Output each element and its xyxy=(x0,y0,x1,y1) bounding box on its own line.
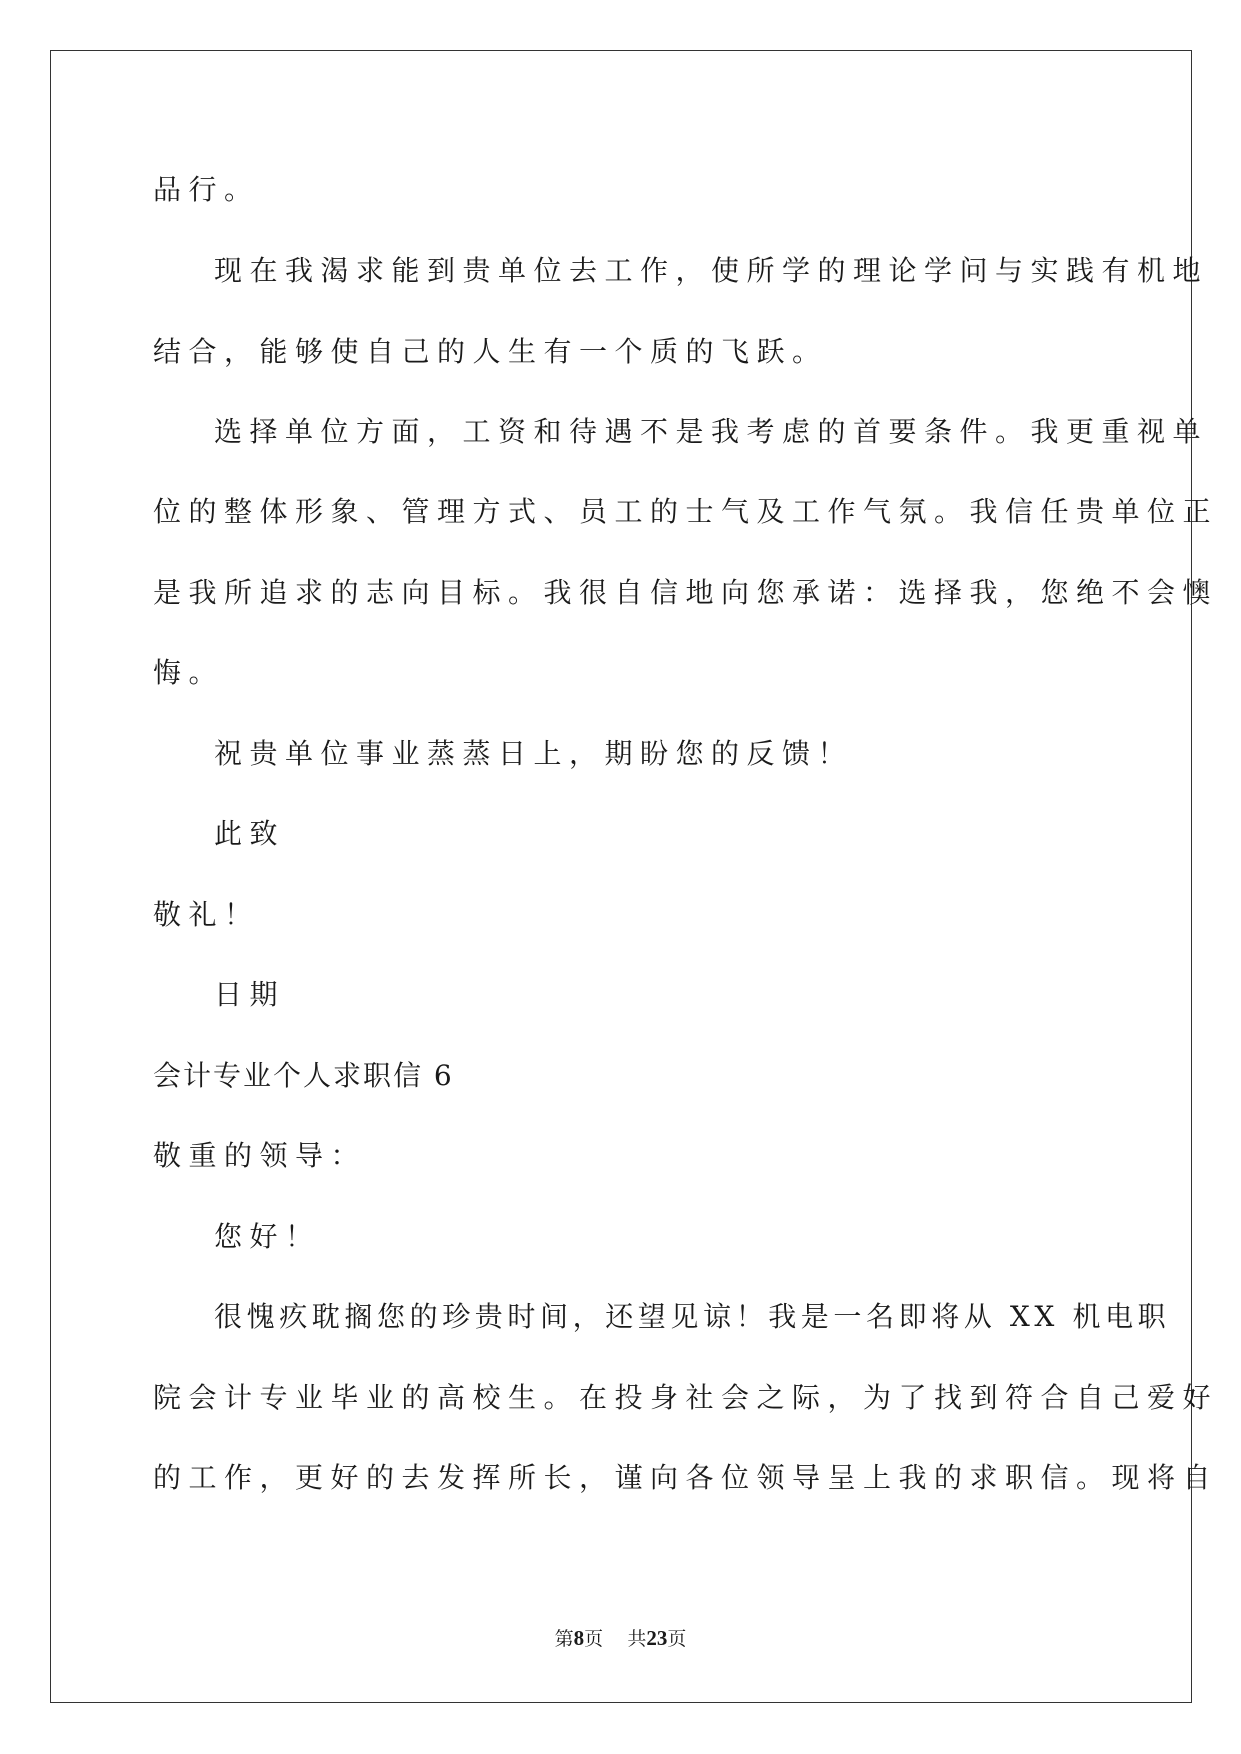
footer-total-prefix: 共 xyxy=(627,1628,647,1650)
text-line: 选择单位方面，工资和待遇不是我考虑的首要条件。我更重视单 xyxy=(214,415,1209,448)
text-line: 的工作，更好的去发挥所长，谨向各位领导呈上我的求职信。现将自 xyxy=(153,1461,1219,1494)
section-title: 会计专业个人求职信 6 xyxy=(153,1059,454,1092)
text-line: 品行。 xyxy=(153,173,260,206)
text-line: 是我所追求的志向目标。我很自信地向您承诺：选择我，您绝不会懊 xyxy=(153,576,1219,609)
text-line: 位的整体形象、管理方式、员工的士气及工作气氛。我信任贵单位正 xyxy=(153,495,1219,528)
text-line: 很愧疚耽搁您的珍贵时间，还望见谅！我是一名即将从 XX 机电职 xyxy=(214,1300,1171,1333)
text-line: 悔。 xyxy=(153,656,225,689)
text-line: 现在我渴求能到贵单位去工作，使所学的理论学问与实践有机地 xyxy=(214,254,1209,287)
footer-total-suffix: 页 xyxy=(667,1628,687,1650)
text-line: 敬礼！ xyxy=(153,898,260,931)
page-border xyxy=(50,50,1192,1703)
current-page-number: 8 xyxy=(573,1626,585,1650)
text-line: 祝贵单位事业蒸蒸日上，期盼您的反馈！ xyxy=(214,737,854,770)
text-line: 您好！ xyxy=(214,1220,321,1253)
text-line: 院会计专业毕业的高校生。在投身社会之际，为了找到符合自己爱好 xyxy=(153,1381,1219,1414)
footer-page-suffix: 页 xyxy=(584,1628,604,1650)
text-line: 结合，能够使自己的人生有一个质的飞跃。 xyxy=(153,335,828,368)
text-line: 日期 xyxy=(214,978,286,1011)
salutation: 敬重的领导： xyxy=(153,1139,367,1172)
total-page-number: 23 xyxy=(646,1626,668,1650)
text-line: 此致 xyxy=(214,817,286,850)
footer-prefix: 第 xyxy=(554,1628,574,1650)
page-footer xyxy=(0,1625,1241,1652)
